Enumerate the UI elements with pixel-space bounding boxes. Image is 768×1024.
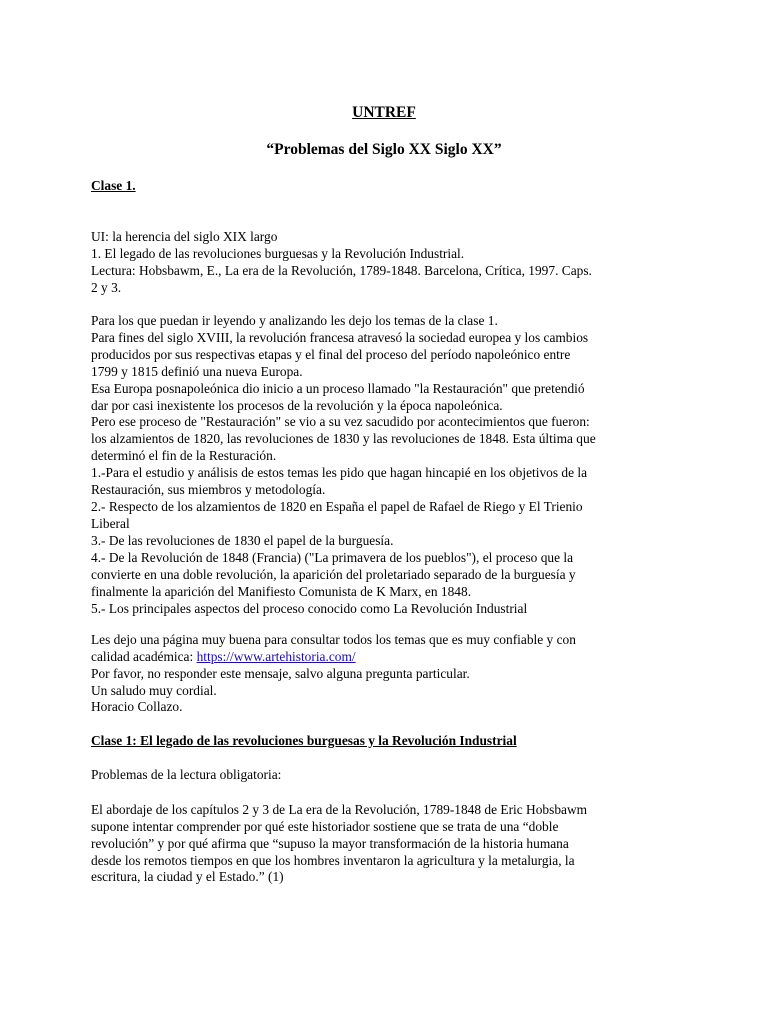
closing-line: Por favor, no responder este mensaje, salvo alguna pregunta particular. (91, 666, 470, 681)
message-line: Pero ese proceso de "Restauración" se vio a su vez sacudido por acontecimientos que fueron: (91, 414, 590, 429)
message-line: finalmente la aparición del Manifiesto Comunista de K Marx, en 1848. (91, 584, 472, 599)
final-paragraph-line: desde los remotos tiempos en que los hombres inventaron la agricultura y la metalurgia, la (91, 853, 575, 868)
artehistoria-link[interactable]: https://www.artehistoria.com/ (196, 649, 356, 664)
message-line: Restauración, sus miembros y metodología. (91, 482, 326, 497)
final-paragraph-line: escritura, la ciudad y el Estado.” (1) (91, 869, 284, 884)
closing-link-prefix: calidad académica: (91, 649, 197, 664)
final-paragraph-line: revolución” y por qué afirma que “supuso la mayor transformación de la historia humana (91, 836, 569, 851)
message-line: 2.- Respecto de los alzamientos de 1820 en España el papel de Rafael de Riego y El Trienio (91, 499, 583, 514)
message-line: producidos por sus respectivas etapas y el final del proceso del período napoleónico entre (91, 347, 571, 362)
section-heading: Clase 1: El legado de las revoluciones burguesas y la Revolución Industrial (91, 733, 517, 748)
message-line: determinó el fin de la Resturación. (91, 448, 277, 463)
message-line: 5.- Los principales aspectos del proceso conocido como La Revolución Industrial (91, 601, 528, 616)
message-line: 1.-Para el estudio y análisis de estos temas les pido que hagan hincapié en los objetivos de la (91, 465, 588, 480)
message-line: Liberal (91, 516, 130, 531)
clase-heading: Clase 1. (91, 178, 136, 193)
message-line: Esa Europa posnapoleónica dio inicio a un proceso llamado "la Restauración" que pretendió (91, 381, 585, 396)
signature: Horacio Collazo. (91, 699, 183, 714)
message-line: dar por casi inexistente los procesos de la revolución y la época napoleónica. (91, 398, 503, 413)
reading-line: Lectura: Hobsbawm, E., La era de la Revolución, 1789-1848. Barcelona, Crítica, 1997. Caps. (91, 263, 592, 278)
closing-link-line (91, 648, 356, 665)
topic-line: 1. El legado de las revoluciones burguesas y la Revolución Industrial. (91, 246, 465, 261)
message-line: Para los que puedan ir leyendo y analizando les dejo los temas de la clase 1. (91, 313, 498, 328)
message-line: Para fines del siglo XVIII, la revolución francesa atravesó la sociedad europea y los cambios (91, 330, 589, 345)
message-line: 3.- De las revoluciones de 1830 el papel de la burguesía. (91, 533, 394, 548)
institution-title: UNTREF (352, 104, 416, 121)
message-line: 4.- De la Revolución de 1848 (Francia) ("La primavera de los pueblos"), el proceso que la (91, 550, 574, 565)
reading-line-continued: 2 y 3. (91, 280, 122, 295)
final-paragraph-line: supone intentar comprender por qué este historiador sostiene que se trata de una “doble (91, 819, 559, 834)
course-title: “Problemas del Siglo XX Siglo XX” (266, 141, 502, 158)
message-line: 1799 y 1815 definió una nueva Europa. (91, 364, 303, 379)
final-paragraph-line: El abordaje de los capítulos 2 y 3 de La era de la Revolución, 1789-1848 de Eric Hobsbawm (91, 802, 588, 817)
message-line: los alzamientos de 1820, las revoluciones de 1830 y las revoluciones de 1848. Esta última que (91, 431, 596, 446)
message-line: convierte en una doble revolución, la aparición del proletariado separado de la burguesía y (91, 567, 576, 582)
closing-line: Un saludo muy cordial. (91, 683, 217, 698)
unit-line: UI: la herencia del siglo XIX largo (91, 229, 278, 244)
reading-problems-label: Problemas de la lectura obligatoria: (91, 767, 282, 782)
closing-line: Les dejo una página muy buena para consultar todos los temas que es muy confiable y con (91, 632, 576, 647)
